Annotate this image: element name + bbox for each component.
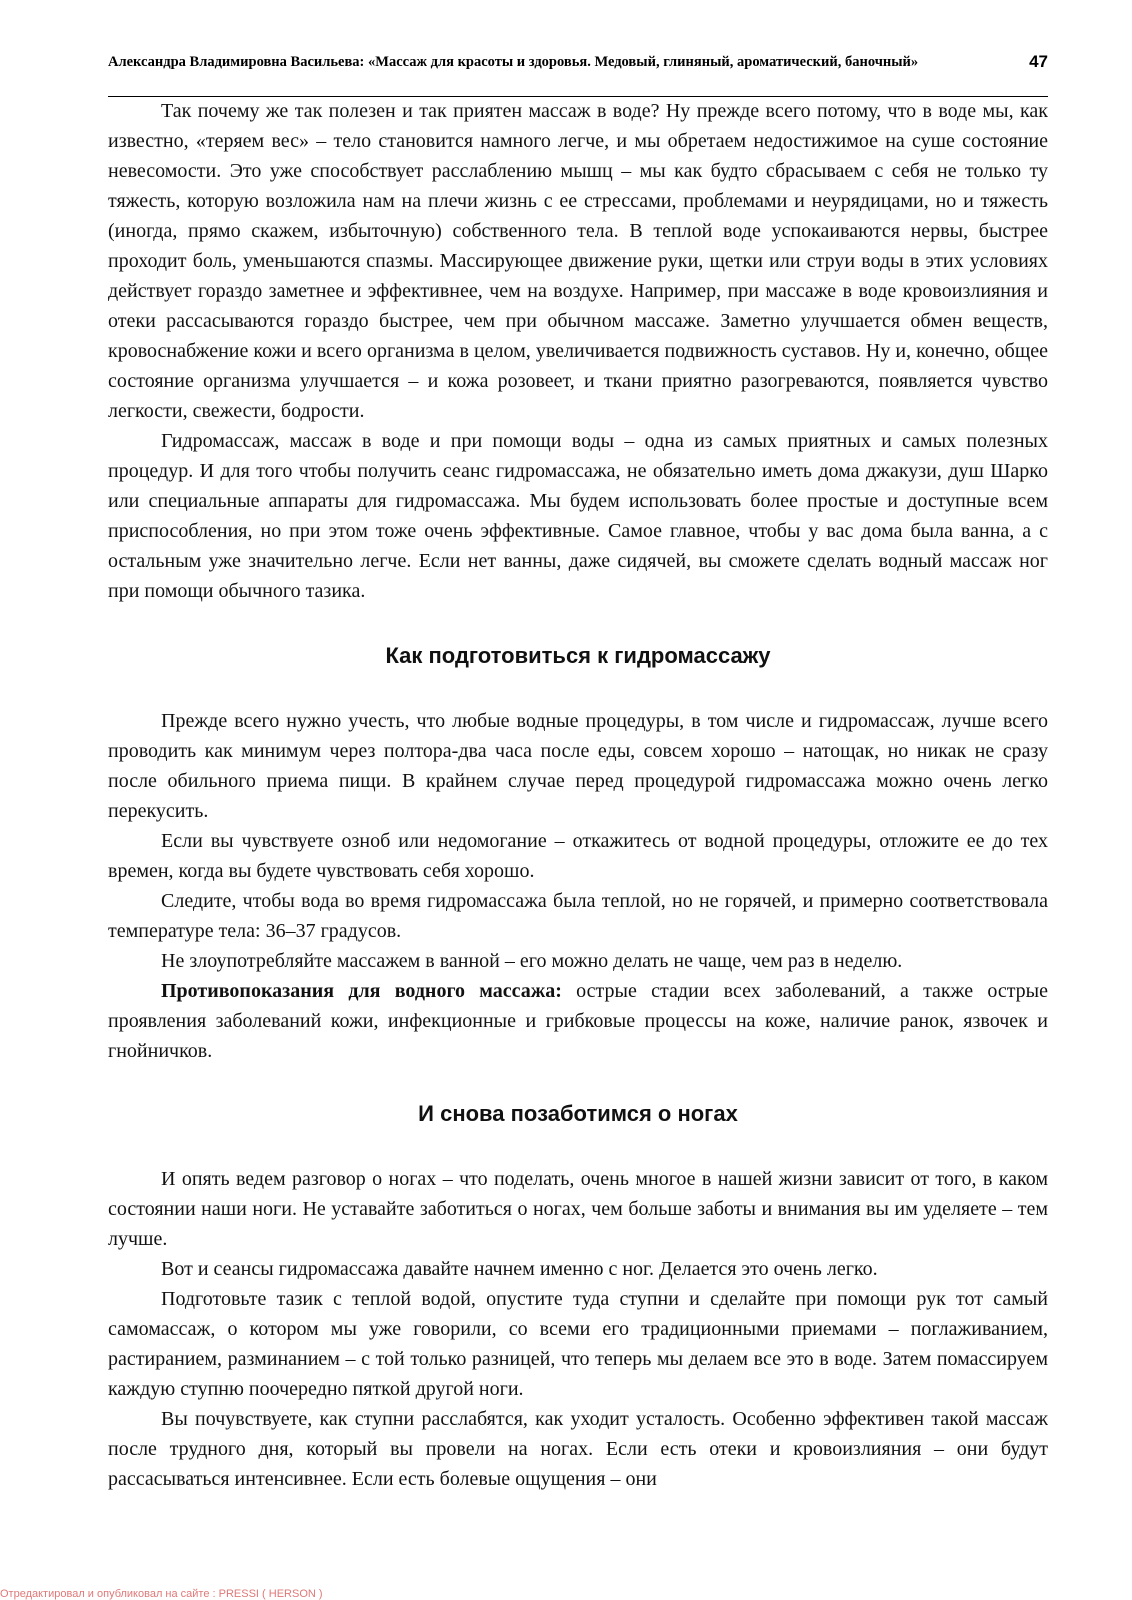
contraindications-label: Противопоказания для водного массажа: — [161, 980, 562, 1002]
section-heading: Как подготовиться к гидромассажу — [385, 643, 771, 668]
contraindications-text: острые стадии всех заболеваний, а также острые проявления заболеваний кожи, инфекционные и грибковые процессы на коже, наличие ранок, язвочек и гнойничков. — [108, 980, 1048, 1062]
section-heading: И снова позаботимся о ногах — [418, 1101, 738, 1126]
paragraph: Так почему же так полезен и так приятен массаж в воде? Ну прежде всего потому, что в воде мы, как известно, «теряем вес» – тело становится намного легче, и мы обретаем недостижимое на суше состояние невесомости. Это уже способствует расслаблению мышц – мы как будто сбрасываем с себя не только ту тяжесть, которую возложила нам на плечи жизнь с ее стрессами, проблемами и неурядицами, но и тяжесть (иногда, прямо скажем, избыточную) собственного тела. В теплой воде успокаиваются нервы, быстрее проходит боль, уменьшаются спазмы. Массирующее движение руки, щетки или струи воды в этих условиях действует гораздо заметнее и эффективнее, чем на воздухе. Например, при массаже в воде кровоизлияния и отеки рассасываются гораздо быстрее, чем при обычном массаже. Заметно улучшается обмен веществ, кровоснабжение кожи и всего организма в целом, увеличивается подвижность суставов. Ну и, конечно, общее состояние организма улучшается – и кожа розовеет, и ткани приятно разогреваются, появляется чувство легкости, свежести, бодрости. — [108, 100, 1048, 422]
paragraph: Подготовьте тазик с теплой водой, опустите туда ступни и сделайте при помощи рук тот самый самомассаж, о котором мы уже говорили, со всеми его традиционными приемами – поглаживанием, растиранием, разминанием – с той только разницей, что теперь мы делаем все это в воде. Затем помассируем каждую ступню поочередно пяткой другой ноги. — [108, 1288, 1048, 1400]
paragraph: Вот и сеансы гидромассажа давайте начнем именно с ног. Делается это очень легко. — [161, 1258, 878, 1280]
paragraph: И опять ведем разговор о ногах – что поделать, очень многое в нашей жизни зависит от того, в каком состоянии наши ноги. Не уставайте заботиться о ногах, чем больше заботы и внимания вы им уделяете – тем лучше. — [108, 1168, 1048, 1250]
paragraph: Не злоупотребляйте массажем в ванной – его можно делать не чаще, чем раз в неделю. — [161, 950, 903, 972]
page-number: 47 — [1029, 52, 1048, 71]
publisher-footer: Отредактировал и опубликовал на сайте : PRESSI ( HERSON ) — [0, 1588, 323, 1600]
paragraph: Прежде всего нужно учесть, что любые водные процедуры, в том числе и гидромассаж, лучше всего проводить как минимум через полтора-два часа после еды, совсем хорошо – натощак, но никак не сразу после обильного приема пищи. В крайнем случае перед процедурой гидромассажа можно очень легко перекусить. — [108, 710, 1048, 822]
contraindications-paragraph — [108, 976, 1048, 1066]
paragraph: Вы почувствуете, как ступни расслабятся, как уходит усталость. Особенно эффективен такой массаж после трудного дня, который вы провели на ногах. Если есть отеки и кровоизлияния – они будут рассасываться интенсивнее. Если есть болевые ощущения – они — [108, 1408, 1048, 1490]
paragraph: Следите, чтобы вода во время гидромассажа была теплой, но не горячей, и примерно соответствовала температуре тела: 36–37 градусов. — [108, 890, 1048, 942]
page-header — [108, 54, 1048, 71]
page-body — [108, 96, 1048, 1494]
paragraph: Если вы чувствуете озноб или недомогание – откажитесь от водной процедуры, отложите ее до тех времен, когда вы будете чувствовать себя хорошо. — [108, 830, 1048, 882]
paragraph: Гидромассаж, массаж в воде и при помощи воды – одна из самых приятных и самых полезных процедур. И для того чтобы получить сеанс гидромассажа, не обязательно иметь дома джакузи, душ Шарко или специальные аппараты для гидромассажа. Мы будем использовать более простые и доступные всем приспособления, но при этом тоже очень эффективные. Самое главное, чтобы у вас дома была ванна, а с остальным уже значительно легче. Если нет ванны, даже сидячей, вы сможете сделать водный массаж ног при помощи обычного тазика. — [108, 430, 1048, 602]
book-title: Александра Владимировна Васильева: «Массаж для красоты и здоровья. Медовый, глиняный, ароматический, баночный» — [108, 54, 919, 70]
